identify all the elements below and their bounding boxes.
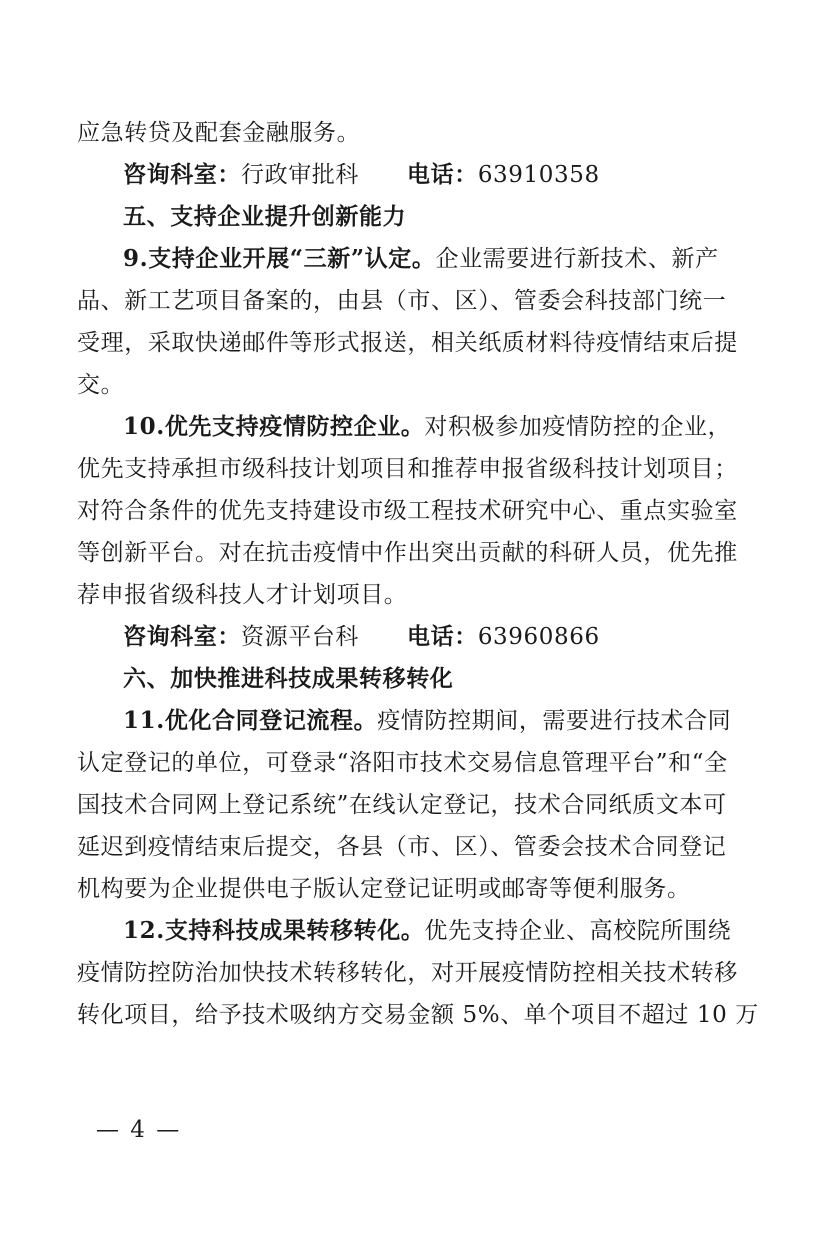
item-10-line-2: 优先支持承担市级科技计划项目和推荐申报省级科技计划项目；	[77, 456, 738, 482]
item-11-title: 11.优化合同登记流程。	[123, 707, 378, 734]
contact-dept-label: 咨询科室：	[123, 162, 241, 188]
item-12-line-1	[77, 910, 758, 952]
item-10-line-5: 荐申报省级科技人才计划项目。	[77, 582, 408, 608]
item-9-line-1	[77, 238, 758, 280]
item-11-line-3: 国技术合同网上登记系统”在线认定登记，技术合同纸质文本可	[77, 792, 727, 818]
item-9-line-3: 受理，采取快递邮件等形式报送，相关纸质材料待疫情结束后提	[77, 330, 738, 356]
item-10-line-1	[77, 406, 758, 448]
item-11-line-4: 延迟到疫情结束后提交，各县（市、区）、管委会技术合同登记	[77, 834, 727, 860]
item-10-title: 10.优先支持疫情防控企业。	[123, 413, 425, 440]
contact-line-2	[77, 616, 758, 658]
item-9-line-2: 品、新工艺项目备案的，由县（市、区）、管委会科技部门统一	[77, 288, 727, 314]
contact-phone-value: 63960866	[477, 624, 600, 650]
section-heading-5: 五、支持企业提升创新能力	[123, 204, 407, 230]
item-12-title: 12.支持科技成果转移转化。	[123, 917, 425, 944]
contact-line-1	[77, 154, 758, 196]
contact-dept-label: 咨询科室：	[123, 624, 241, 650]
item-11-text: 疫情防控期间，需要进行技术合同	[377, 708, 732, 734]
item-12-line-3: 转化项目，给予技术吸纳方交易金额 5%、单个项目不超过 10 万	[77, 1002, 759, 1028]
item-11-line-2: 认定登记的单位，可登录“洛阳市技术交易信息管理平台”和“全	[77, 750, 728, 776]
contact-phone-label: 电话：	[407, 624, 478, 650]
contact-dept-value: 资源平台科	[241, 624, 359, 650]
item-9-text: 企业需要进行新技术、新产	[435, 246, 719, 272]
item-9-title: 9.支持企业开展“三新”认定。	[123, 245, 436, 272]
item-10-text: 对积极参加疫情防控的企业，	[424, 414, 732, 440]
contact-phone-value: 63910358	[477, 162, 600, 188]
item-12-line-2: 疫情防控防治加快技术转移转化，对开展疫情防控相关技术转移	[77, 960, 738, 986]
contact-phone-label: 电话：	[407, 162, 478, 188]
contact-dept-value: 行政审批科	[241, 162, 359, 188]
item-10-line-4: 等创新平台。对在抗击疫情中作出突出贡献的科研人员，优先推	[77, 540, 738, 566]
item-10-line-3: 对符合条件的优先支持建设市级工程技术研究中心、重点实验室	[77, 498, 738, 524]
item-12-text: 优先支持企业、高校院所围绕	[424, 918, 732, 944]
paragraph-line: 应急转贷及配套金融服务。	[77, 120, 361, 146]
page-number: — 4 —	[96, 1117, 182, 1143]
item-9-line-4: 交。	[77, 372, 125, 398]
item-11-line-1	[77, 700, 758, 742]
section-heading-6: 六、加快推进科技成果转移转化	[123, 666, 454, 692]
item-11-line-5: 机构要为企业提供电子版认定登记证明或邮寄等便利服务。	[77, 876, 691, 902]
